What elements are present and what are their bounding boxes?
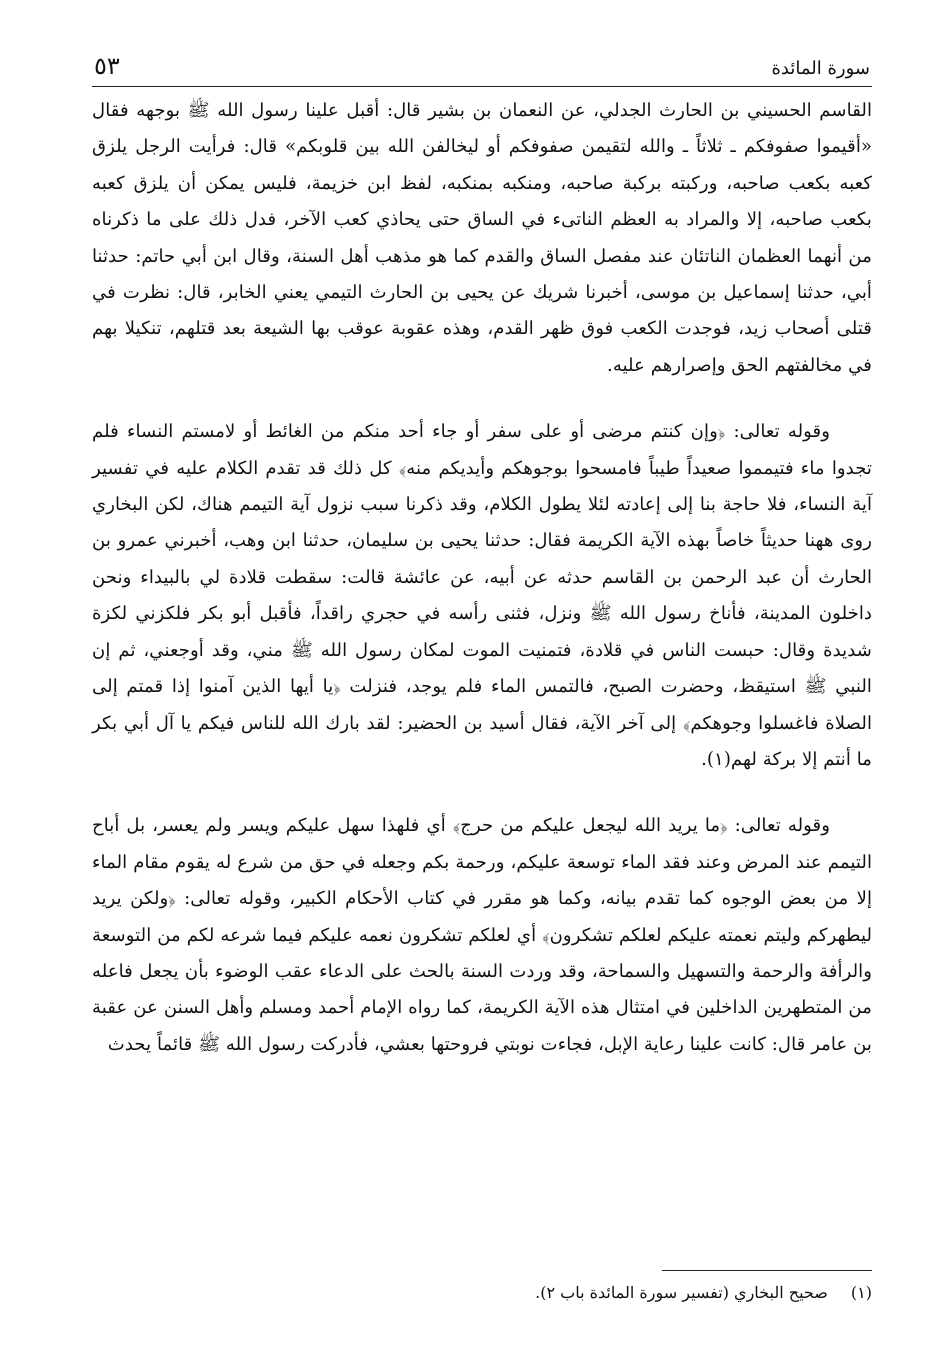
paragraph-1: القاسم الحسيني بن الحارث الجدلي، عن النعمان بن بشير قال: أقبل علينا رسول الله ﷺ بوجهه فقال «أقيموا صفوفكم ـ ثلاثاً ـ والله لتقيمن صفوفكم أو ليخالفن الله بين قلوبكم» قال: فرأيت الرجل يلزق كعبه بكعب صاحبه، وركبته بركبة صاحبه، ومنكبه بمنكبه، لفظ ابن خزيمة، فليس يمكن أن يلزق كعبه بكعب صاحبه، إلا والمراد به العظم الناتىء في الساق حتى يحاذي كعب الآخر، فدل ذلك على ما ذكرناه من أنهما العظمان الناتئان عند مفصل الساق والقدم كما هو مذهب أهل السنة، وقال ابن أبي حاتم: حدثنا أبي، حدثنا إسماعيل بن موسى، أخبرنا شريك عن يحيى بن الحارث التيمي يعني الخابر، قال: نظرت في قتلى أصحاب زيد، فوجدت الكعب فوق ظهر القدم، وهذه عقوبة عوقب بها الشيعة بعد قتلهم، تنكيلا بهم في مخالفتهم الحق وإصرارهم عليه. (92, 100, 872, 376)
page-number: ٥٣ (94, 52, 120, 80)
footnote (92, 1280, 872, 1306)
running-title: سورة المائدة (771, 58, 870, 79)
running-header (92, 50, 872, 87)
paragraph-2: وقوله تعالى: ﴿وإن كنتم مرضى أو على سفر أو جاء أحد منكم من الغائط أو لامستم النساء فلم تجدوا ماء فتيمموا صعيداً طيباً فامسحوا بوجوهكم وأيديكم منه﴾ كل ذلك قد تقدم الكلام عليه في تفسير آية النساء، فلا حاجة بنا إلى إعادته لئلا يطول الكلام، وقد ذكرنا سبب نزول آية التيمم هناك، لكن البخاري روى ههنا حديثاً خاصاً بهذه الآية الكريمة فقال: حدثنا يحيى بن سليمان، حدثنا ابن وهب، أخبرني عمرو بن الحارث أن عبد الرحمن بن القاسم حدثه عن أبيه، عن عائشة قالت: سقطت قلادة لي بالبيداء ونحن داخلون المدينة، فأناخ رسول الله ﷺ ونزل، فثنى رأسه في حجري راقداً، فأقبل أبو بكر فلكزني لكزة شديدة وقال: حبست الناس في قلادة، فتمنيت الموت لمكان رسول الله ﷺ مني، وقد أوجعني، ثم إن النبي ﷺ استيقظ، وحضرت الصبح، فالتمس الماء فلم يوجد، فنزلت ﴿يا أيها الذين آمنوا إذا قمتم إلى الصلاة فاغسلوا وجوهكم﴾ إلى آخر الآية، فقال أسيد بن الحضير: لقد بارك الله للناس فيكم يا آل أبي بكر ما أنتم إلا بركة لهم(١). (92, 421, 872, 770)
footnote-text: صحيح البخاري (تفسير سورة المائدة باب ٢). (535, 1283, 828, 1302)
book-page (92, 50, 872, 1340)
paragraph-3: وقوله تعالى: ﴿ما يريد الله ليجعل عليكم من حرج﴾ أي فلهذا سهل عليكم ويسر ولم يعسر، بل أباح التيمم عند المرض وعند فقد الماء توسعة عليكم، ورحمة بكم وجعله في حق من شرع له يقوم مقام الماء إلا من بعض الوجوه كما تقدم بيانه، وكما هو مقرر في كتاب الأحكام الكبير، وقوله تعالى: ﴿ولكن يريد ليطهركم وليتم نعمته عليكم لعلكم تشكرون﴾ أي لعلكم تشكرون نعمه عليكم فيما شرعه لكم من التوسعة والرأفة والرحمة والتسهيل والسماحة، وقد وردت السنة بالحث على الدعاء عقب الوضوء بأن يجعل فاعله من المتطهرين الداخلين في امتثال هذه الآية الكريمة، كما رواه الإمام أحمد ومسلم وأهل السنن عن عقبة بن عامر قال: كانت علينا رعاية الإبل، فجاءت نوبتي فروحتها بعشي، فأدركت رسول الله ﷺ قائماً يحدث (92, 815, 872, 1055)
paragraph-spacer (92, 778, 872, 808)
main-text (92, 93, 872, 1063)
footnote-divider (662, 1270, 872, 1271)
paragraph-spacer (92, 384, 872, 414)
footnote-marker: (١) (850, 1283, 872, 1302)
